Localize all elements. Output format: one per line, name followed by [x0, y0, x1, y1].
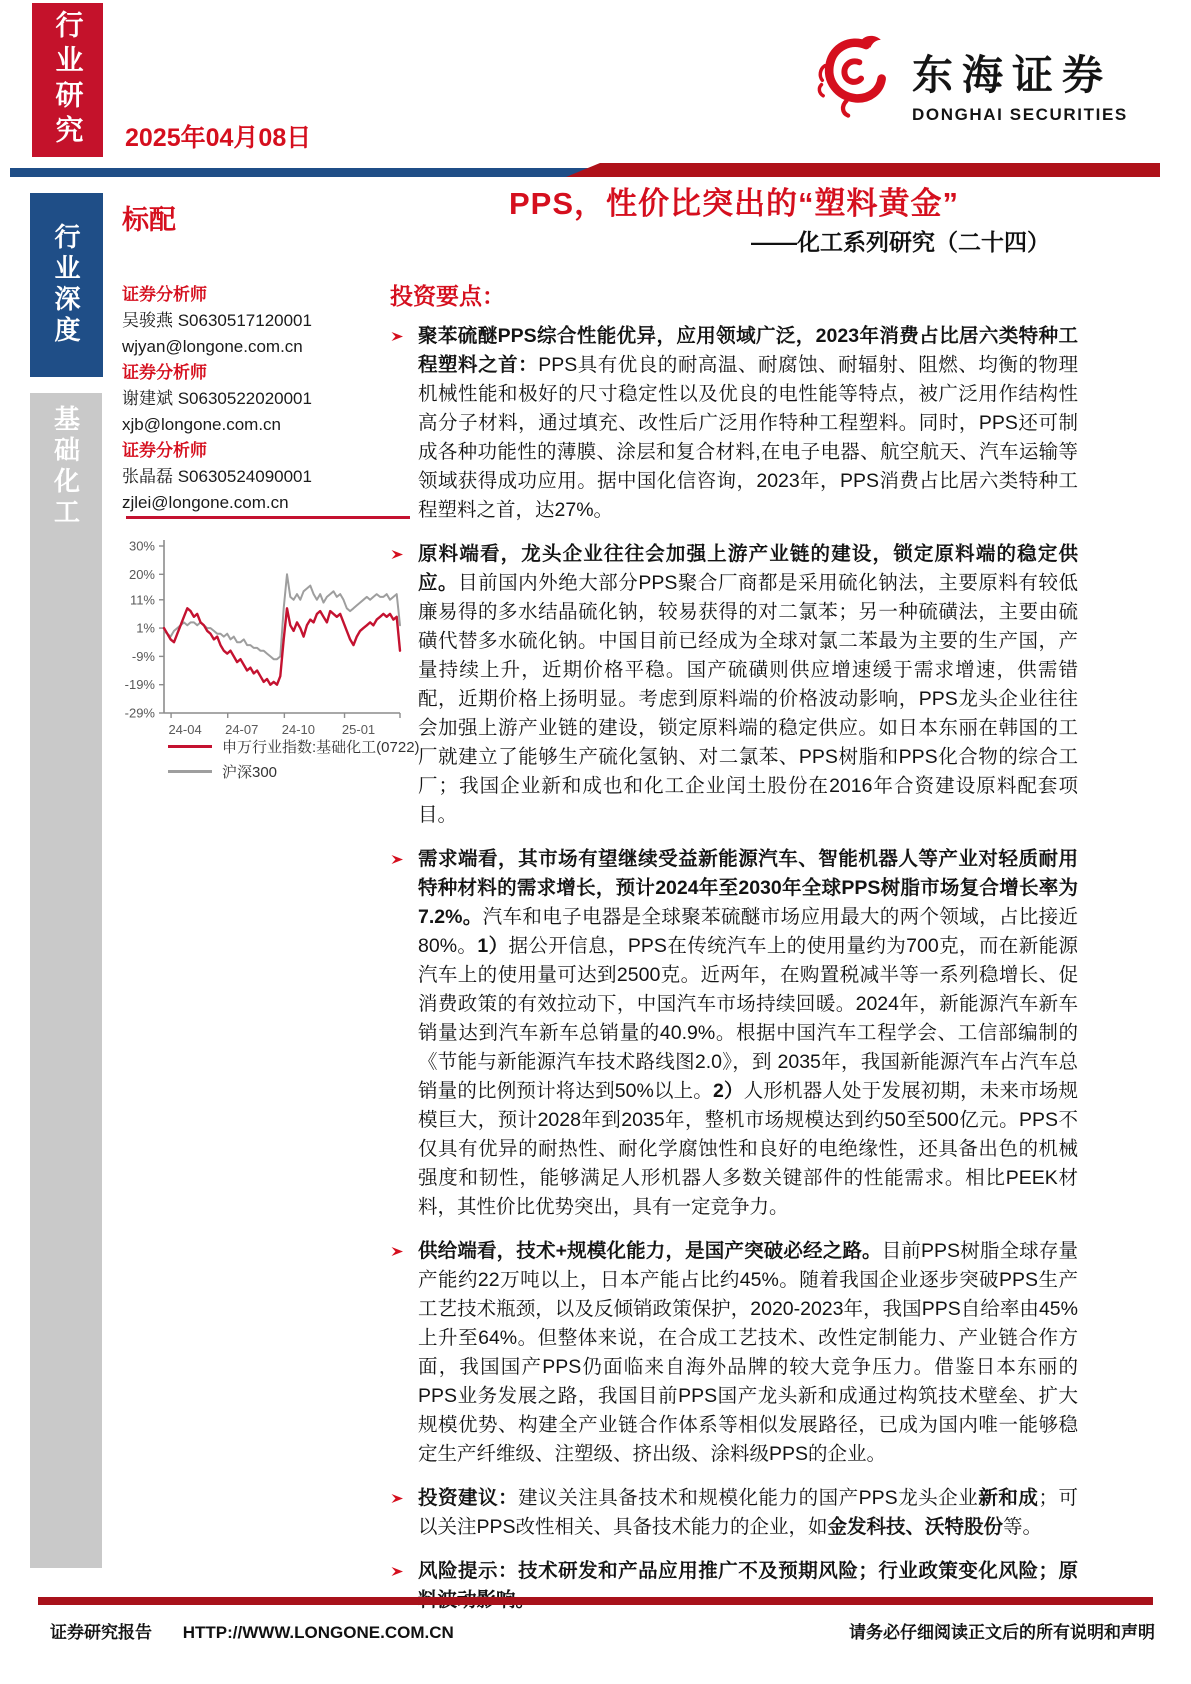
- analyst-name-code: 张晶磊 S0630524090001: [122, 467, 312, 486]
- key-points-list: [390, 322, 1078, 1630]
- chart-y-tick-label: -9%: [131, 648, 155, 664]
- industry-research-tag: [32, 3, 103, 157]
- analyst-email: zjlei@longone.com.cn: [122, 493, 289, 512]
- key-point-text: PPS具有优良的耐高温、耐腐蚀、耐辐射、阻燃、均衡的物理机械性能和极好的尺寸稳定性以及优良的电性能等特点，被广泛用作结构性高分子材料，通过填充、改性后广泛用作特种工程塑料。同时，PPS还可制成各种功能性的薄膜、涂层和复合材料,在电子电器、航空航天、汽车运输等领域获得成功应用。据中国化信咨询，2023年，PPS消费占比居六类特种工程塑料之首，达27%。: [418, 354, 1078, 521]
- bullet-arrow-icon: [390, 852, 405, 867]
- chart-y-tick-label: -19%: [124, 677, 155, 693]
- chart-y-tick-label: 30%: [128, 538, 155, 554]
- key-point-bold-text: 供给端看，技术+规模化能力，是国产突破必经之路。: [418, 1240, 882, 1262]
- chart-y-tick-label: 20%: [128, 566, 155, 582]
- key-point-text: 目前PPS树脂全球存量产能约22万吨以上，日本产能占比约45%。随着我国企业逐步突破PPS生产工艺技术瓶颈，以及反倾销政策保护，2020-2023年，我国PPS自给率由45%上升至64%。但整体来说，在合成工艺技术、改性定制能力、产业链合作方面，我国国产PPS仍面临来自海外品牌的较大竞争压力。借鉴日本东丽的PPS业务发展之路，我国目前PPS国产龙头新和成通过构筑技术壁垒、扩大规模优势、构建全产业链合作体系等相似发展路径，已成为国内唯一能够稳定生产纤维级、注塑级、挤出级、涂料级PPS的企业。: [418, 1240, 1078, 1465]
- logo-name-en: DONGHAI SECURITIES: [912, 105, 1128, 124]
- legend-label: 申万行业指数:基础化工(0722): [222, 739, 420, 756]
- bullet-arrow-icon: [390, 1564, 405, 1579]
- key-point-bold-text: 投资建议：: [418, 1487, 519, 1509]
- section-heading-key-points: 投资要点：: [390, 283, 505, 309]
- bullet-arrow-icon: [390, 1491, 405, 1506]
- footer-rule: [38, 1597, 1153, 1605]
- chart-x-tick-label: 25-01: [341, 722, 376, 737]
- chart-x-tick-label: 24-04: [168, 722, 202, 737]
- key-point-bold-text: 2）: [712, 1080, 744, 1102]
- analyst-name-code: 谢建斌 S0630522020001: [122, 389, 312, 408]
- chart-legend: [168, 734, 420, 784]
- legend-item: [168, 734, 420, 759]
- key-point-text: 汽车和电子电器是全球聚苯硫醚市场应用最大的两个领域，占比接近80%。: [418, 906, 1078, 957]
- key-point-text: 目前国内外绝大部分PPS聚合厂商都是采用硫化钠法，主要原料有较低廉易得的多水结晶硫化钠，较易获得的对二氯苯；另一种硫磺法，主要由硫磺代替多水硫化钠。中国目前已经成为全球对氯二苯最为主要的生产国，产量持续上升，近期价格平稳。国产硫磺则供应增速缓于需求增速，供需错配，近期价格上扬明显。考虑到原料端的价格波动影响，PPS龙头企业往往会加强上游产业链的建设，锁定原料端的稳定供应。如日本东丽在韩国的工厂就建立了能够生产硫化氢钠、对二氯苯、PPS树脂和PPS化合物的综合工厂；我国企业新和成也和化工企业闰土股份在2016年合资建设原料配套项目。: [418, 572, 1078, 826]
- key-point-text: ；可以关注PPS改性相关、具备技术能力的企业，如: [418, 1487, 1078, 1538]
- key-point-item: [390, 1557, 1078, 1615]
- key-point-bold-text: 原料端看，龙头企业往往会加强上游产业链的建设，锁定原料端的稳定供应。: [418, 543, 1078, 594]
- bullet-arrow-icon: [390, 1244, 405, 1259]
- bullet-arrow-icon: [390, 547, 405, 562]
- analyst-email: wjyan@longone.com.cn: [122, 337, 303, 356]
- logo-text: [912, 28, 1128, 125]
- legend-swatch: [168, 745, 212, 748]
- report-date: 2025年04月08日: [125, 124, 312, 152]
- sidebar-tag-basic-chemicals-label: 基础化工: [50, 405, 81, 529]
- left-column-divider: [126, 516, 410, 519]
- key-point-bold-text: 金发科技、沃特股份: [827, 1516, 1004, 1538]
- legend-label: 沪深300: [222, 764, 278, 781]
- report-title: PPS，性价比突出的“塑料黄金”: [508, 186, 960, 221]
- dragon-logo-icon: [812, 28, 898, 124]
- key-point-item: [390, 540, 1078, 830]
- analyst-name-code: 吴骏燕 S0630517120001: [122, 311, 312, 330]
- footer-report-type: 证券研究报告: [50, 1623, 152, 1642]
- key-point-item: [390, 1237, 1078, 1469]
- legend-item: [168, 759, 420, 784]
- chart-y-tick-label: -29%: [124, 705, 155, 721]
- analyst-role: 证券分析师: [122, 363, 207, 382]
- key-point-text: 等。: [1003, 1516, 1043, 1538]
- key-point-bold-text: 新和成: [978, 1487, 1039, 1509]
- key-point-text: 建议关注具备技术和规模化能力的国产PPS龙头企业: [518, 1487, 979, 1509]
- key-point-item: [390, 845, 1078, 1222]
- analyst-role: 证券分析师: [122, 441, 207, 460]
- key-point-item: [390, 1484, 1078, 1542]
- sidebar-tag-industry-depth: [30, 193, 103, 377]
- footer-left: [50, 1618, 454, 1643]
- chart-y-tick-label: 1%: [136, 620, 155, 636]
- legend-swatch: [168, 770, 212, 773]
- key-point-bold-text: 聚苯硫醚PPS综合性能优异，应用领域广泛，2023年消费占比居六类特种工程塑料之首：: [418, 325, 1078, 376]
- chart-y-tick-label: 11%: [129, 592, 155, 608]
- key-point-bold-text: 1）: [477, 935, 509, 957]
- sidebar-tag-basic-chemicals: [30, 393, 102, 1568]
- report-subtitle: ——化工系列研究（二十四）: [751, 229, 1050, 255]
- footer-disclaimer: 请务必仔细阅读正文后的所有说明和声明: [849, 1623, 1155, 1642]
- analyst-list: [122, 282, 402, 516]
- key-point-text: 人形机器人处于发展初期，未来市场规模巨大，预计2028年到2035年，整机市场规模达到约50至500亿元。PPS不仅具有优异的耐热性、耐化学腐蚀性和良好的电绝缘性，还具备出色的机械强度和韧性，能够满足人形机器人多数关键部件的性能需求。相比PEEK材料，其性价比优势突出，具有一定竞争力。: [418, 1080, 1078, 1218]
- key-point-text: 据公开信息，PPS在传统汽车上的使用量约为700克，而在新能源汽车上的使用量可达到2500克。近两年，在购置税减半等一系列稳增长、促消费政策的有效拉动下，中国汽车市场持续回暖。2024年，新能源汽车新车销量达到汽车新车总销量的40.9%。根据中国汽车工程学会、工信部编制的《节能与新能源汽车技术路线图2.0》，到 2035年，我国新能源汽车占汽车总销量的比例预计将达到50%以上。: [418, 935, 1078, 1102]
- header-rule-blue: [10, 168, 610, 177]
- footer-url: HTTP://WWW.LONGONE.COM.CN: [182, 1623, 454, 1642]
- chart-x-tick-label: 24-07: [225, 722, 259, 737]
- key-point-item: [390, 322, 1078, 525]
- sidebar-tag-industry-depth-label: 行业深度: [51, 223, 81, 347]
- analyst-email: xjb@longone.com.cn: [122, 415, 282, 434]
- key-point-bold-text: 风险提示：技术研发和产品应用推广不及预期风险；行业政策变化风险；原: [418, 1560, 1078, 1582]
- bullet-arrow-icon: [390, 329, 405, 344]
- brand-logo: [812, 28, 1128, 125]
- logo-name-cn: 东海证券: [912, 52, 1112, 98]
- rating-badge: 标配: [122, 205, 176, 235]
- header-rule-red: [566, 163, 1160, 177]
- industry-research-tag-label: 行业研究: [52, 10, 84, 150]
- key-point-bold-text: 需求端看，其市场有望继续受益新能源汽车、智能机器人等产业对轻质耐用特种材料的需求增长，预计2024年至2030年全球PPS树脂市场复合增长率为7.2%。: [418, 848, 1078, 928]
- analyst-role: 证券分析师: [122, 285, 207, 304]
- chart-x-tick-label: 24-10: [281, 722, 315, 737]
